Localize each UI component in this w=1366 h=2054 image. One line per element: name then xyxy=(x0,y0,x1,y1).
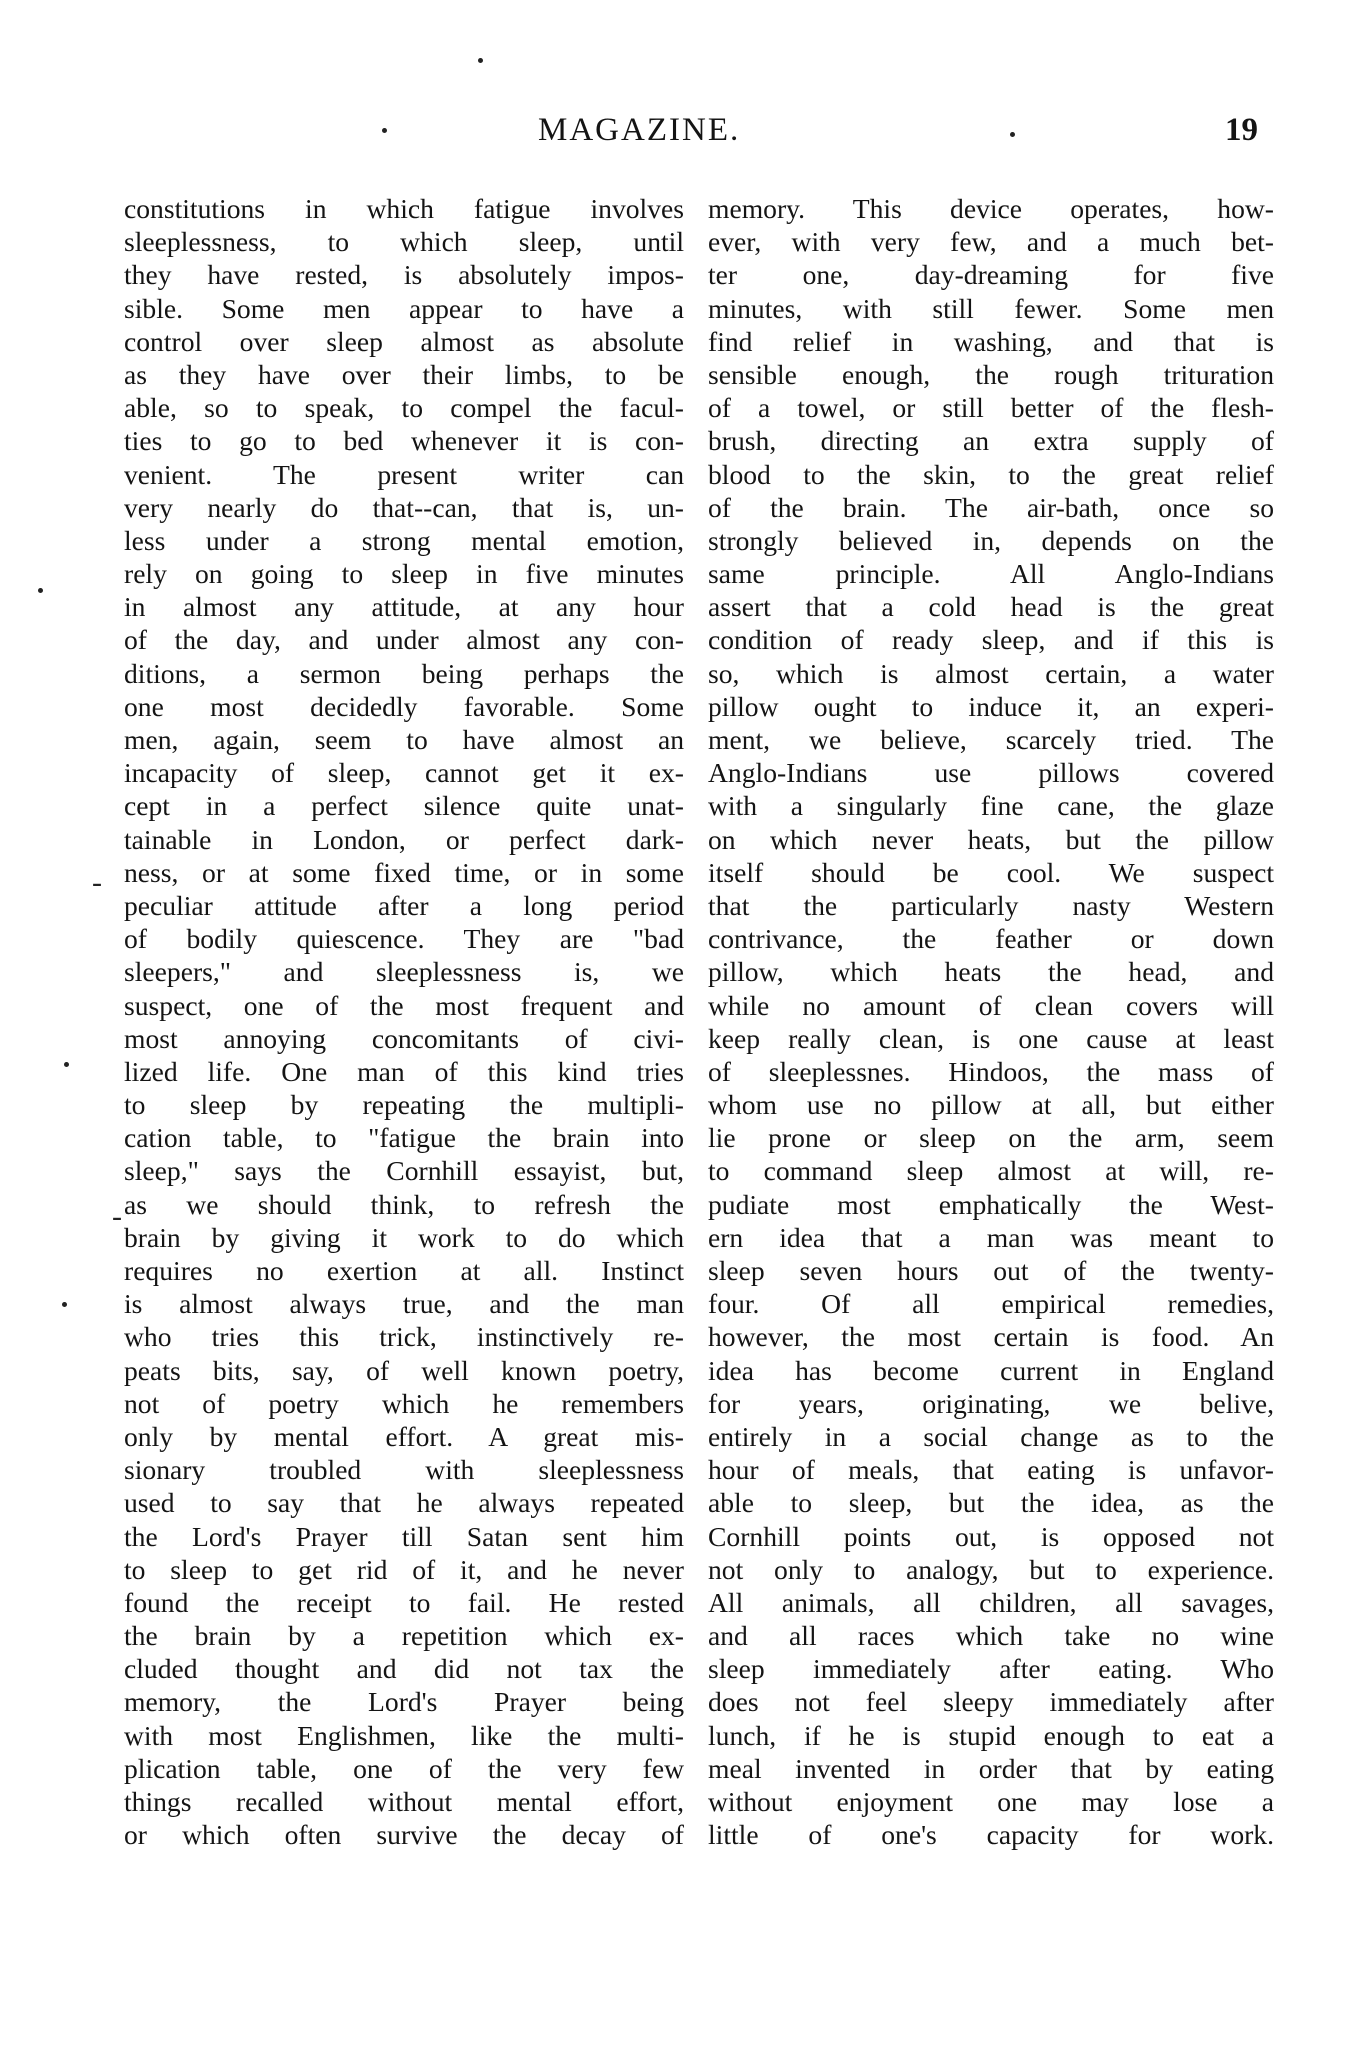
text-line: while no amount of clean covers will xyxy=(708,989,1274,1021)
text-line: sensible enough, the rough trituration xyxy=(708,358,1274,390)
text-line: brush, directing an extra supply of xyxy=(708,425,1274,457)
text-line: entirely in a social change as to the xyxy=(708,1420,1274,1452)
text-line: able to sleep, but the idea, as the xyxy=(708,1487,1274,1519)
page-number: 19 xyxy=(1225,112,1258,148)
text-line: for years, originating, we belive, xyxy=(708,1387,1274,1419)
text-line: meal invented in order that by eating xyxy=(708,1752,1274,1784)
text-line: peculiar attitude after a long period xyxy=(124,889,684,921)
text-line: pudiate most emphatically the West- xyxy=(708,1188,1274,1220)
text-line: or which often survive the decay of xyxy=(124,1819,684,1851)
text-line: to command sleep almost at will, re- xyxy=(708,1155,1274,1187)
text-line: that the particularly nasty Western xyxy=(708,889,1274,921)
text-line: All animals, all children, all savages, xyxy=(708,1586,1274,1618)
text-line: condition of ready sleep, and if this is xyxy=(708,624,1274,656)
text-line: ditions, a sermon being perhaps the xyxy=(124,657,684,689)
text-line: contrivance, the feather or down xyxy=(708,923,1274,955)
text-line: four. Of all empirical remedies, xyxy=(708,1288,1274,1320)
text-line: able, so to speak, to compel the facul- xyxy=(124,392,684,424)
text-line: Anglo-Indians use pillows covered xyxy=(708,757,1274,789)
text-line: to sleep to get rid of it, and he never xyxy=(124,1553,684,1585)
text-line: things recalled without mental effort, xyxy=(124,1786,684,1817)
text-line: cation table, to "fatigue the brain into xyxy=(124,1122,684,1154)
text-line: they have rested, is absolutely impos- xyxy=(124,259,684,291)
text-line: rely on going to sleep in five minutes xyxy=(124,558,684,590)
text-line: control over sleep almost as absolute xyxy=(124,325,684,357)
text-line: as we should think, to refresh the xyxy=(124,1188,684,1220)
text-line: idea has become current in England xyxy=(708,1354,1274,1386)
text-line: find relief in washing, and that is xyxy=(708,325,1274,357)
text-line: of sleeplessnes. Hindoos, the mass of xyxy=(708,1055,1274,1087)
text-line: incapacity of sleep, cannot get it ex- xyxy=(124,757,684,789)
text-column-right xyxy=(708,192,1274,1851)
text-line: very nearly do that--can, that is, un- xyxy=(124,491,684,523)
text-line: sleeplessness, to which sleep, until xyxy=(124,226,684,258)
text-line: sible. Some men appear to have a xyxy=(124,292,684,324)
text-line: men, again, seem to have almost an xyxy=(124,724,684,755)
text-line: as they have over their limbs, to be xyxy=(124,358,684,390)
text-line: pillow ought to induce it, an experi- xyxy=(708,690,1274,722)
text-line: whom use no pillow at all, but either xyxy=(708,1089,1274,1121)
text-line: ness, or at some fixed time, or in some xyxy=(124,856,684,888)
text-line: requires no exertion at all. Instinct xyxy=(124,1255,684,1286)
text-line: plication table, one of the very few xyxy=(124,1752,684,1784)
text-line: so, which is almost certain, a water xyxy=(708,657,1274,689)
text-line: sionary troubled with sleeplessness xyxy=(124,1454,684,1486)
text-line: Cornhill points out, is opposed not xyxy=(708,1520,1274,1552)
text-line: sleep immediately after eating. Who xyxy=(708,1653,1274,1685)
text-line: ern idea that a man was meant to xyxy=(708,1221,1274,1253)
text-line: itself should be cool. We suspect xyxy=(708,856,1274,888)
text-line: with most Englishmen, like the multi- xyxy=(124,1719,684,1751)
text-line: not of poetry which he remembers xyxy=(124,1387,684,1419)
speck-margin-3 xyxy=(62,1302,67,1307)
text-line: keep really clean, is one cause at least xyxy=(708,1022,1274,1054)
text-line: peats bits, say, of well known poetry, xyxy=(124,1354,684,1386)
text-line: to sleep by repeating the multipli- xyxy=(124,1089,684,1121)
text-line: little of one's capacity for work. xyxy=(708,1819,1274,1851)
text-line: memory, the Lord's Prayer being xyxy=(124,1686,684,1718)
text-line: the brain by a repetition which ex- xyxy=(124,1620,684,1652)
speck-margin-2 xyxy=(64,1062,69,1067)
text-line: sleep seven hours out of the twenty- xyxy=(708,1255,1274,1286)
text-line: blood to the skin, to the great relief xyxy=(708,458,1274,490)
text-line: hour of meals, that eating is unfavor- xyxy=(708,1454,1274,1486)
text-line: without enjoyment one may lose a xyxy=(708,1786,1274,1817)
text-line: ter one, day-dreaming for five xyxy=(708,259,1274,291)
text-line: ever, with very few, and a much bet- xyxy=(708,226,1274,258)
text-line: of bodily quiescence. They are "bad xyxy=(124,923,684,955)
text-line: with a singularly fine cane, the glaze xyxy=(708,790,1274,822)
text-line: the Lord's Prayer till Satan sent him xyxy=(124,1520,684,1552)
text-line: does not feel sleepy immediately after xyxy=(708,1686,1274,1718)
speck-top xyxy=(478,58,483,63)
speck-margin-1 xyxy=(38,588,43,593)
running-title: MAGAZINE. xyxy=(538,112,741,148)
text-line: used to say that he always repeated xyxy=(124,1487,684,1519)
text-line: suspect, one of the most frequent and xyxy=(124,989,684,1021)
text-line: strongly believed in, depends on the xyxy=(708,524,1274,556)
text-line: brain by giving it work to do which xyxy=(124,1221,684,1253)
text-line: and all races which take no wine xyxy=(708,1620,1274,1652)
text-line: one most decidedly favorable. Some xyxy=(124,690,684,722)
text-line: less under a strong mental emotion, xyxy=(124,524,684,556)
text-line: sleepers," and sleeplessness is, we xyxy=(124,956,684,988)
page-header xyxy=(128,112,1258,160)
text-line: in almost any attitude, at any hour xyxy=(124,591,684,623)
text-line: lunch, if he is stupid enough to eat a xyxy=(708,1719,1274,1751)
text-line: tainable in London, or perfect dark- xyxy=(124,823,684,855)
text-line: ties to go to bed whenever it is con- xyxy=(124,425,684,457)
text-line: is almost always true, and the man xyxy=(124,1288,684,1320)
text-column-left xyxy=(124,192,684,1851)
text-line: not only to analogy, but to experience. xyxy=(708,1553,1274,1585)
text-line: memory. This device operates, how- xyxy=(708,193,1274,224)
text-line: assert that a cold head is the great xyxy=(708,591,1274,623)
text-line: sleep," says the Cornhill essayist, but, xyxy=(124,1155,684,1187)
text-line: only by mental effort. A great mis- xyxy=(124,1420,684,1452)
text-line: ment, we believe, scarcely tried. The xyxy=(708,724,1274,755)
text-line: minutes, with still fewer. Some men xyxy=(708,292,1274,324)
text-line: constitutions in which fatigue involves xyxy=(124,193,684,224)
text-line: lized life. One man of this kind tries xyxy=(124,1055,684,1087)
text-line: cept in a perfect silence quite unat- xyxy=(124,790,684,822)
text-line: lie prone or sleep on the arm, seem xyxy=(708,1122,1274,1154)
text-line: of a towel, or still better of the flesh- xyxy=(708,392,1274,424)
text-line: same principle. All Anglo-Indians xyxy=(708,558,1274,590)
margin-dash-mark: - xyxy=(92,866,102,899)
text-line: venient. The present writer can xyxy=(124,458,684,490)
text-line: on which never heats, but the pillow xyxy=(708,823,1274,855)
text-line: of the day, and under almost any con- xyxy=(124,624,684,656)
text-line: most annoying concomitants of civi- xyxy=(124,1022,684,1054)
margin-dash-mark: - xyxy=(112,1200,122,1233)
text-line: who tries this trick, instinctively re- xyxy=(124,1321,684,1353)
text-line: pillow, which heats the head, and xyxy=(708,956,1274,988)
text-line: of the brain. The air-bath, once so xyxy=(708,491,1274,523)
text-line: found the receipt to fail. He rested xyxy=(124,1586,684,1618)
text-line: however, the most certain is food. An xyxy=(708,1321,1274,1353)
text-line: cluded thought and did not tax the xyxy=(124,1653,684,1685)
